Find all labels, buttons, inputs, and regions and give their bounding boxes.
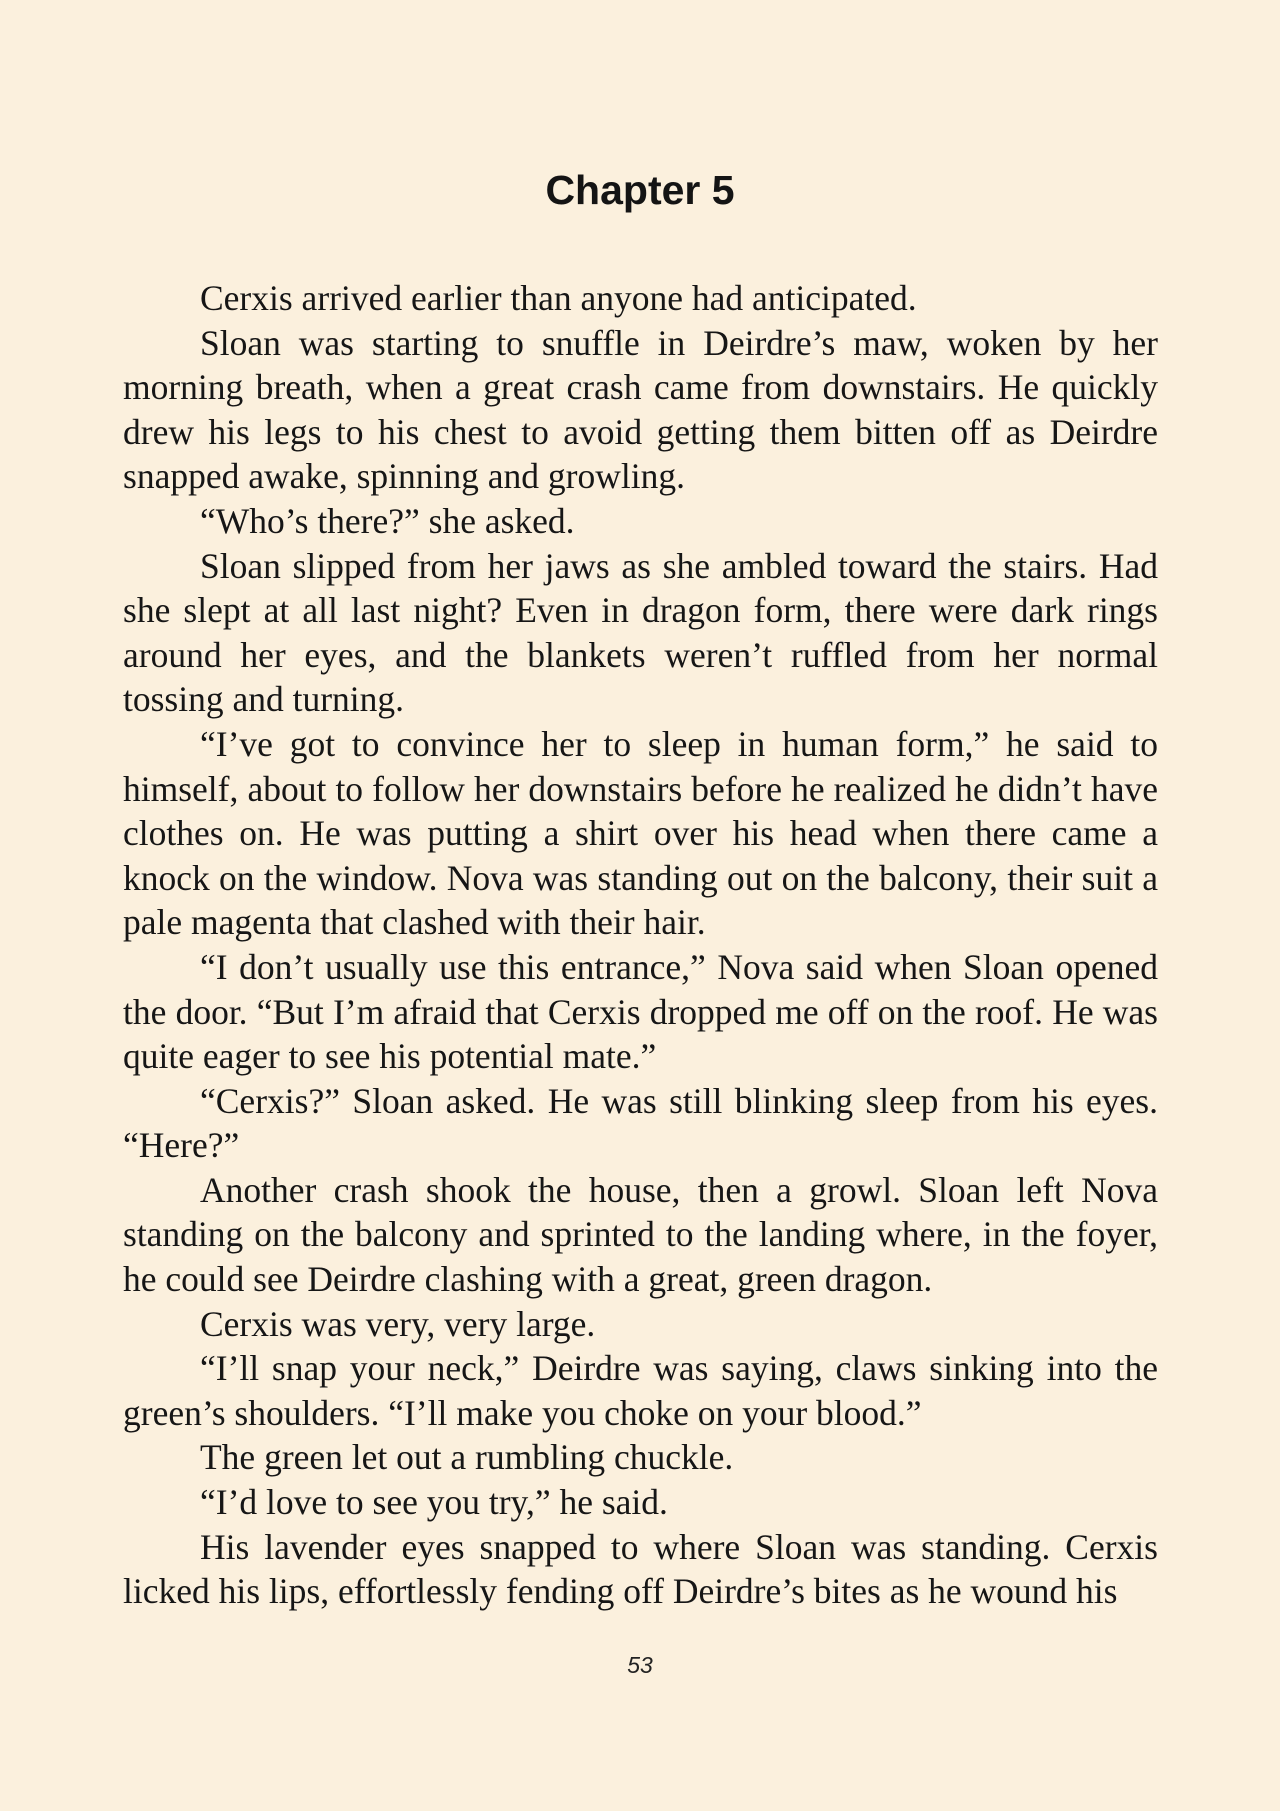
paragraph: “I’ve got to convince her to sleep in human form,” he said to himself, about to follow her downstairs before he realized he didn’t have clothes on. He was putting a shirt over his head when there came a knock on the window. Nova was standing out on the balcony, their suit a pale magenta that clashed with their hair. [123, 723, 1158, 943]
paragraph: “Cerxis?” Sloan asked. He was still blinking sleep from his eyes. “Here?” [123, 1080, 1158, 1166]
paragraph: “I don’t usually use this entrance,” Nova said when Sloan opened the door. “But I’m afraid that Cerxis dropped me off on the roof. He was quite eager to see his potential mate.” [123, 946, 1158, 1077]
paragraph: His lavender eyes snapped to where Sloan was standing. Cerxis licked his lips, effortlessly fending off Deirdre’s bites as he wound his [123, 1526, 1158, 1612]
paragraph: “I’ll snap your neck,” Deirdre was saying, claws sinking into the green’s shoulders. “I’ll make you choke on your blood.” [123, 1348, 1158, 1433]
page-number: 53 [627, 1652, 653, 1678]
chapter-body [123, 276, 1158, 1614]
paragraph: “I’d love to see you try,” he said. [200, 1482, 668, 1523]
paragraph: The green let out a rumbling chuckle. [200, 1437, 734, 1478]
paragraph: Cerxis arrived earlier than anyone had anticipated. [200, 278, 917, 318]
paragraph: Another crash shook the house, then a growl. Sloan left Nova standing on the balcony and sprinted to the landing where, in the foyer, he could see Deirdre clashing with a great, green dragon. [123, 1169, 1158, 1300]
paragraph: Cerxis was very, very large. [200, 1303, 596, 1344]
paragraph: Sloan was starting to snuffle in Deirdre’s maw, woken by her morning breath, when a great crash came from downstairs. He quickly drew his legs to his chest to avoid getting them bitten off as Deirdre snapped awake, spinning and growling. [123, 322, 1158, 497]
chapter-title: Chapter 5 [545, 167, 735, 213]
paragraph: Sloan slipped from her jaws as she ambled toward the stairs. Had she slept at all last night? Even in dragon form, there were dark rings around her eyes, and the blankets weren’t ruffled from her normal tossing and turning. [123, 545, 1158, 720]
paragraph: “Who’s there?” she asked. [200, 500, 575, 541]
